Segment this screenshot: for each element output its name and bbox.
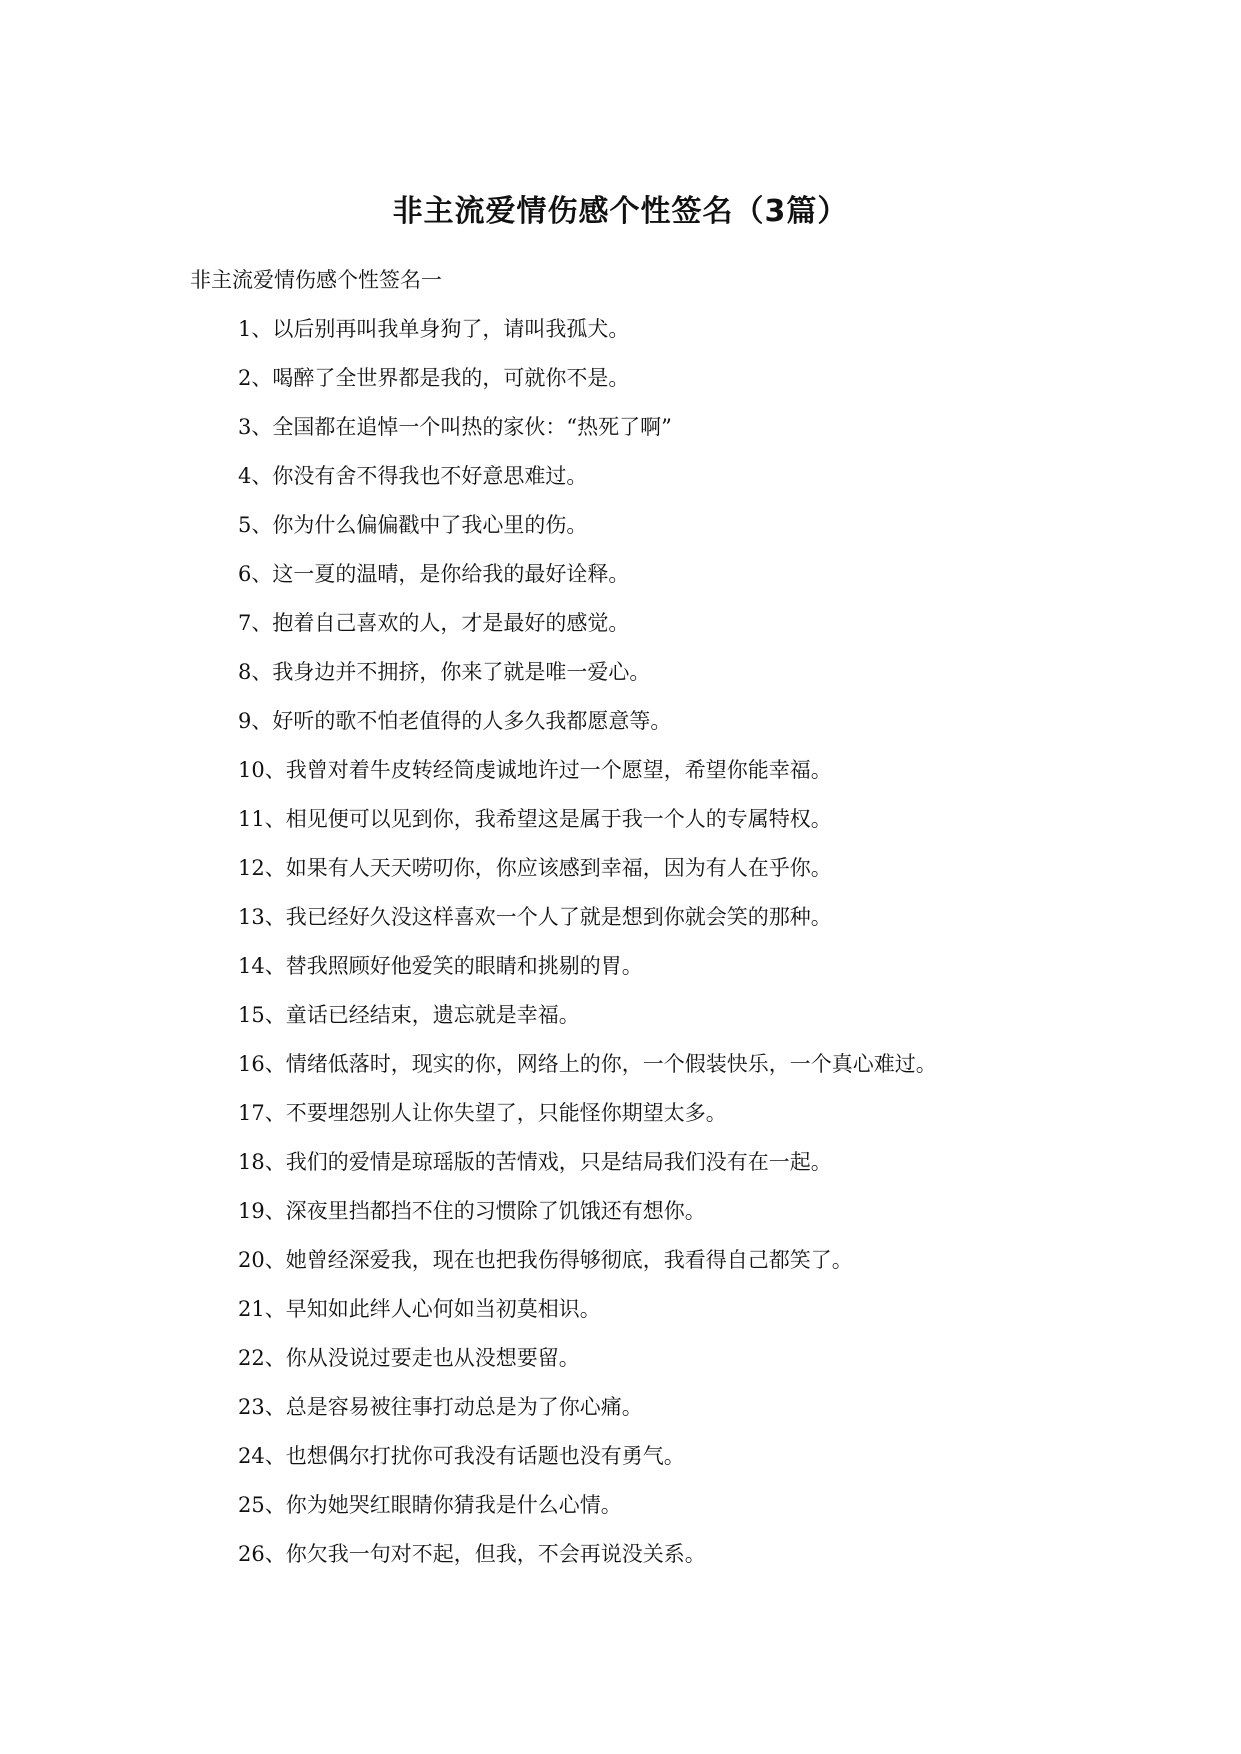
list-item: 10、我曾对着牛皮转经筒虔诚地许过一个愿望，希望你能幸福。 (238, 758, 832, 782)
list-item: 5、你为什么偏偏戳中了我心里的伤。 (238, 513, 588, 537)
list-item: 14、替我照顾好他爱笑的眼睛和挑剔的胃。 (238, 954, 643, 978)
list-item: 12、如果有人天天唠叨你，你应该感到幸福，因为有人在乎你。 (238, 856, 832, 880)
list-item: 4、你没有舍不得我也不好意思难过。 (238, 464, 588, 488)
list-item: 1、以后别再叫我单身狗了，请叫我孤犬。 (238, 317, 630, 341)
list-item: 24、也想偶尔打扰你可我没有话题也没有勇气。 (238, 1444, 685, 1468)
list-item: 13、我已经好久没这样喜欢一个人了就是想到你就会笑的那种。 (238, 905, 832, 929)
list-item: 16、情绪低落时，现实的你，网络上的你，一个假装快乐，一个真心难过。 (238, 1052, 937, 1076)
list-item: 11、相见便可以见到你，我希望这是属于我一个人的专属特权。 (238, 807, 832, 831)
list-item: 8、我身边并不拥挤，你来了就是唯一爱心。 (238, 660, 651, 684)
document-body (190, 256, 1020, 1579)
list-item: 21、早知如此绊人心何如当初莫相识。 (238, 1297, 601, 1321)
list-item: 17、不要埋怨别人让你失望了，只能怪你期望太多。 (238, 1101, 727, 1125)
list-item: 26、你欠我一句对不起，但我，不会再说没关系。 (238, 1542, 706, 1566)
section-heading: 非主流爱情伤感个性签名一 (190, 268, 442, 292)
signature-list (190, 305, 1020, 1579)
list-item: 22、你从没说过要走也从没想要留。 (238, 1346, 580, 1370)
list-item: 9、好听的歌不怕老值得的人多久我都愿意等。 (238, 709, 672, 733)
list-item: 19、深夜里挡都挡不住的习惯除了饥饿还有想你。 (238, 1199, 706, 1223)
list-item: 3、全国都在追悼一个叫热的家伙：“热死了啊” (238, 415, 672, 439)
list-item: 7、抱着自己喜欢的人，才是最好的感觉。 (238, 611, 630, 635)
list-item: 20、她曾经深爱我，现在也把我伤得够彻底，我看得自己都笑了。 (238, 1248, 853, 1272)
document-title: 非主流爱情伤感个性签名（3篇） (392, 194, 849, 229)
list-item: 2、喝醉了全世界都是我的，可就你不是。 (238, 366, 630, 390)
list-item: 18、我们的爱情是琼瑶版的苦情戏，只是结局我们没有在一起。 (238, 1150, 832, 1174)
list-item: 6、这一夏的温晴，是你给我的最好诠释。 (238, 562, 630, 586)
list-item: 25、你为她哭红眼睛你猜我是什么心情。 (238, 1493, 622, 1517)
list-item: 23、总是容易被往事打动总是为了你心痛。 (238, 1395, 643, 1419)
list-item: 15、童话已经结束，遗忘就是幸福。 (238, 1003, 580, 1027)
